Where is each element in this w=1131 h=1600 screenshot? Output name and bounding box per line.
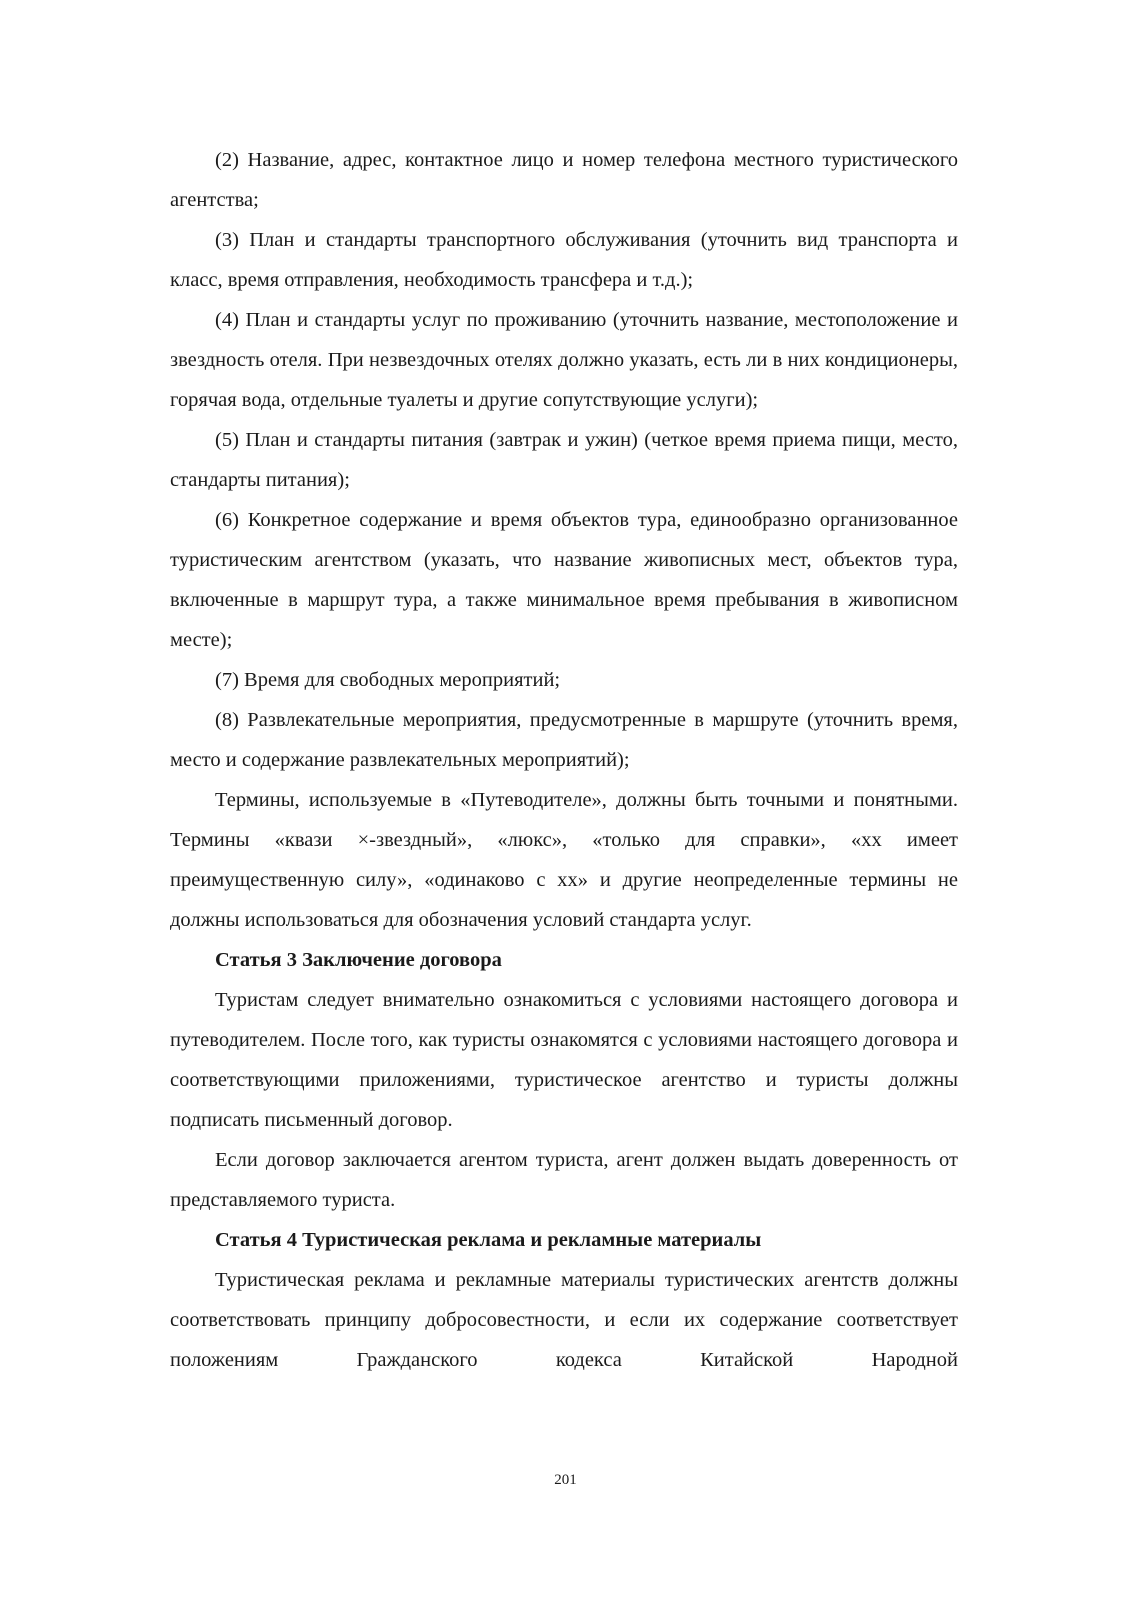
page-number: 201 xyxy=(554,1472,577,1488)
paragraph-item-5: (5) План и стандарты питания (завтрак и ужин) (четкое время приема пищи, место, стандарты питания); xyxy=(170,429,958,491)
paragraph-agent-power: Если договор заключается агентом туриста, агент должен выдать доверенность от представляемого туриста. xyxy=(170,1149,958,1211)
paragraph-item-8: (8) Развлекательные мероприятия, предусмотренные в маршруте (уточнить время, место и содержание развлекательных мероприятий); xyxy=(170,709,958,771)
paragraph-item-7: (7) Время для свободных мероприятий; xyxy=(215,669,561,691)
paragraph-terms: Термины, используемые в «Путеводителе», должны быть точными и понятными. Термины «квази ×-звездный», «люкс», «только для справки», «хх имеет преимущественную силу», «одинаково с хх» и другие неопределенные термины не должны использоваться для обозначения условий стандарта услуг. xyxy=(170,789,958,931)
paragraph-advertising: Туристическая реклама и рекламные материалы туристических агентств должны соответствовать принципу добросовестности, и если их содержание соответствует положениям Гражданского кодекса Китайской Народной xyxy=(170,1269,958,1371)
paragraph-item-4: (4) План и стандарты услуг по проживанию (уточнить название, местоположение и звездность отеля. При незвездочных отелях должно указать, есть ли в них кондиционеры, горячая вода, отдельные туалеты и другие сопутствующие услуги); xyxy=(170,309,958,411)
paragraph-contract-signing: Туристам следует внимательно ознакомиться с условиями настоящего договора и путеводителем. После того, как туристы ознакомятся с условиями настоящего договора и соответствующими приложениями, туристическое агентство и туристы должны подписать письменный договор. xyxy=(170,989,958,1131)
paragraph-item-3: (3) План и стандарты транспортного обслуживания (уточнить вид транспорта и класс, время отправления, необходимость трансфера и т.д.); xyxy=(170,229,958,291)
page-body xyxy=(170,140,958,1380)
paragraph-item-6: (6) Конкретное содержание и время объектов тура, единообразно организованное туристическим агентством (указать, что название живописных мест, объектов тура, включенные в маршрут тура, а также минимальное время пребывания в живописном месте); xyxy=(170,509,958,651)
section-heading-article-4: Статья 4 Туристическая реклама и рекламные материалы xyxy=(215,1229,762,1251)
section-heading-article-3: Статья 3 Заключение договора xyxy=(215,949,502,971)
paragraph-item-2: (2) Название, адрес, контактное лицо и номер телефона местного туристического агентства; xyxy=(170,149,958,211)
